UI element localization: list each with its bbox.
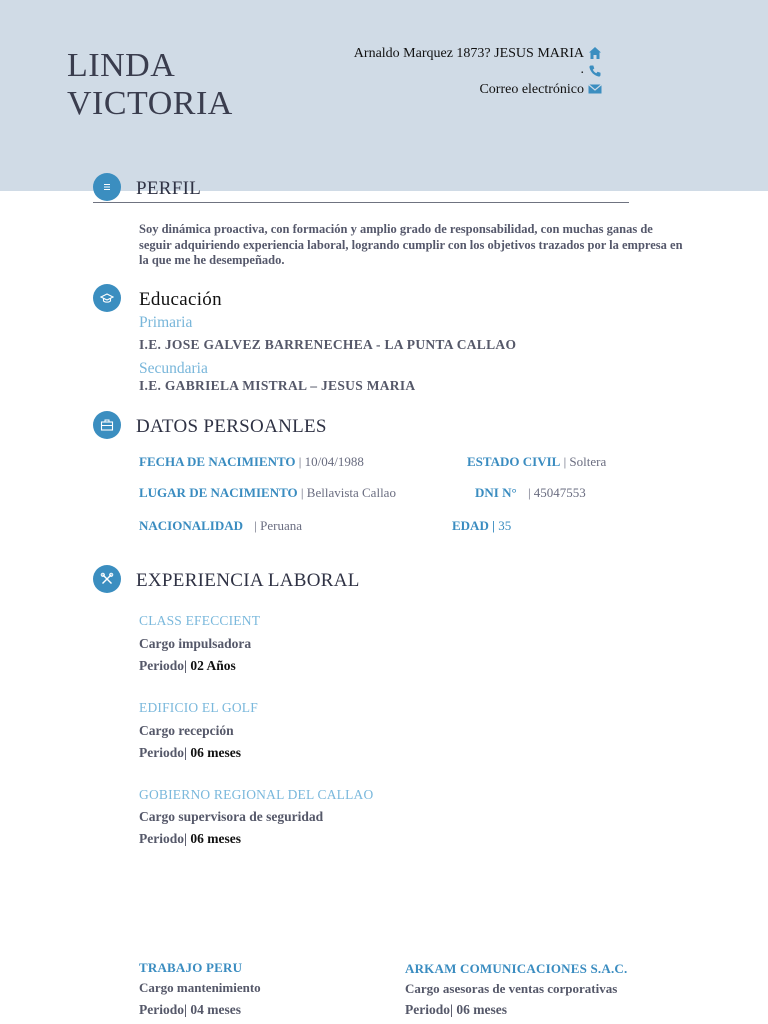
last-name: VICTORIA xyxy=(67,85,233,122)
job-periodo xyxy=(139,1003,241,1017)
datos-title: DATOS PERSOANLES xyxy=(136,416,327,437)
job-periodo-value: 06 meses xyxy=(186,831,241,846)
educacion-section-icon xyxy=(93,284,121,312)
experiencia-section-icon xyxy=(93,565,121,593)
home-icon xyxy=(588,46,602,60)
job-periodo-label: Periodo| xyxy=(139,658,187,673)
edad-label: EDAD | xyxy=(452,518,495,533)
dni-value: | 45047553 xyxy=(527,485,586,500)
job-periodo-label: Periodo| xyxy=(139,831,187,846)
job-periodo xyxy=(139,746,241,760)
job-company: TRABAJO PERU xyxy=(139,960,243,975)
secundaria-school: I.E. GABRIELA MISTRAL – JESUS MARIA xyxy=(139,378,416,393)
first-name: LINDA xyxy=(67,47,176,84)
address-text: Arnaldo Marquez 1873? JESUS MARIA xyxy=(353,46,584,61)
estado-label: ESTADO CIVIL xyxy=(467,454,561,469)
envelope-icon xyxy=(588,82,602,96)
job-cargo: Cargo impulsadora xyxy=(139,636,252,651)
job-periodo-label: Periodo| xyxy=(405,1002,453,1017)
job-periodo-value: 02 Años xyxy=(186,658,236,673)
primaria-school: I.E. JOSE GALVEZ BARRENECHEA - LA PUNTA CALLAO xyxy=(139,337,517,352)
job-cargo: Cargo supervisora de seguridad xyxy=(139,809,324,824)
edad xyxy=(452,519,511,532)
estado-civil xyxy=(467,455,606,468)
phone-text: . xyxy=(580,62,584,77)
job-cargo: Cargo recepción xyxy=(139,723,234,738)
fecha-value: | 10/04/1988 xyxy=(298,454,364,469)
job-company: ARKAM COMUNICACIONES S.A.C. xyxy=(405,961,628,976)
job-periodo xyxy=(139,659,236,673)
job-cargo: Cargo asesoras de ventas corporativas xyxy=(405,981,618,996)
job-periodo-value: 04 meses xyxy=(186,1002,241,1017)
list-icon xyxy=(100,180,114,194)
job-periodo-value: 06 meses xyxy=(452,1002,507,1017)
job-periodo-label: Periodo| xyxy=(139,1002,187,1017)
job-company: CLASS EFECCIENT xyxy=(139,613,261,628)
job-company: GOBIERNO REGIONAL DEL CALLAO xyxy=(139,787,374,802)
nacionalidad xyxy=(139,519,302,532)
job-company: EDIFICIO EL GOLF xyxy=(139,700,258,715)
nacionalidad-label: NACIONALIDAD xyxy=(139,518,244,533)
primaria-label: Primaria xyxy=(139,314,193,331)
estado-value: | Soltera xyxy=(563,454,607,469)
job-periodo xyxy=(139,832,241,846)
lugar-label: LUGAR DE NACIMIENTO xyxy=(139,485,298,500)
dni-label: DNI N° xyxy=(475,485,517,500)
secundaria-label: Secundaria xyxy=(139,360,208,377)
educacion-title: Educación xyxy=(139,289,222,310)
perfil-title: PERFIL xyxy=(136,178,202,199)
fecha-nacimiento xyxy=(139,455,364,468)
briefcase-icon xyxy=(100,418,114,432)
phone-icon xyxy=(588,64,602,78)
email-text[interactable]: Correo electrónico xyxy=(479,82,584,97)
graduation-cap-icon xyxy=(100,291,114,305)
job-cargo: Cargo mantenimiento xyxy=(139,980,261,995)
job-periodo xyxy=(405,1003,507,1017)
lugar-nacimiento xyxy=(139,486,396,499)
perfil-text: Soy dinámica proactiva, con formación y amplio grado de responsabilidad, con muchas ganas de seguir adquiriendo experiencia laboral, logrando cumplir con los objetivos trazados por la empresa en la que me he desempeñado. xyxy=(139,222,683,267)
lugar-value: | Bellavista Callao xyxy=(300,485,396,500)
perfil-divider xyxy=(93,202,629,203)
fecha-label: FECHA DE NACIMIENTO xyxy=(139,454,296,469)
tools-icon xyxy=(100,572,114,586)
job-periodo-label: Periodo| xyxy=(139,745,187,760)
nacionalidad-value: | Peruana xyxy=(254,518,302,533)
job-periodo-value: 06 meses xyxy=(186,745,241,760)
perfil-section-icon xyxy=(93,173,121,201)
dni xyxy=(475,486,586,499)
experiencia-title: EXPERIENCIA LABORAL xyxy=(136,570,360,591)
datos-section-icon xyxy=(93,411,121,439)
edad-value: 35 xyxy=(498,518,512,533)
